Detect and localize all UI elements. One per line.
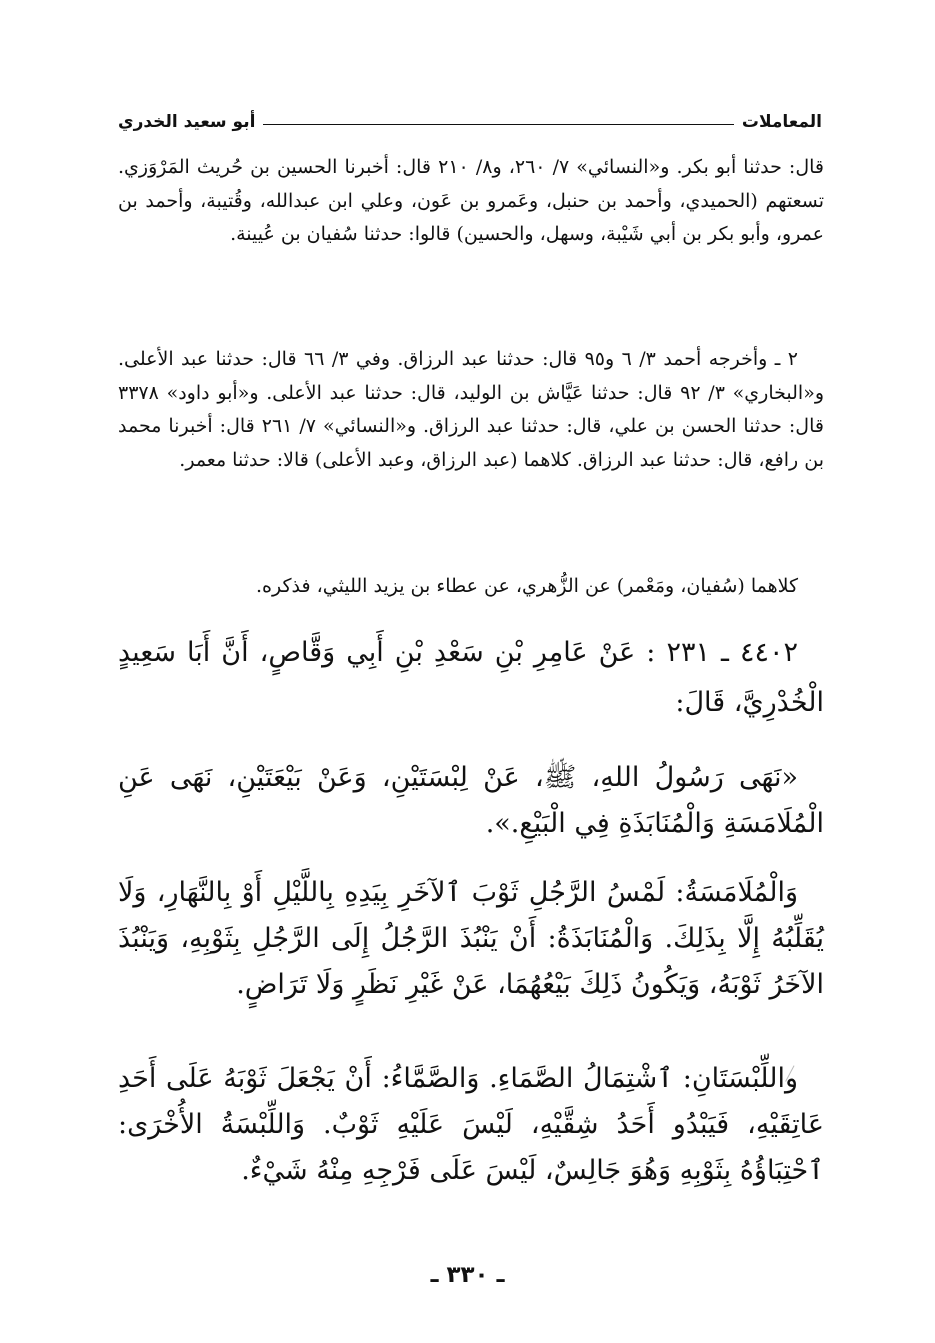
- hadith-number: ٤٤٠٢ ـ ٢٣١: [666, 637, 798, 668]
- hadith-heading: [118, 628, 824, 732]
- section-title: المعاملات: [741, 112, 822, 132]
- running-header: [118, 100, 822, 132]
- header-rule: [263, 124, 733, 125]
- page-number: ـ ٣٣٠ ـ: [430, 1262, 505, 1288]
- author-title: أبو سعيد الخدري: [118, 112, 256, 132]
- hadith-matn: «نَهَى رَسُولُ اللهِ، ﷺ، عَنْ لِبْسَتَيْنِ، وَعَنْ بَيْعَتَيْنِ، نَهَى عَنِ الْمُلَامَسَةِ وَالْمُنَابَذَةِ فِي الْبَيْعِ.».: [118, 762, 824, 839]
- hadith-isnad: : عَنْ عَامِرِ بْنِ سَعْدِ بْنِ أَبِي وَقَّاصٍ، أَنَّ أَبَا سَعِيدٍ الْخُدْرِيَّ، قَالَ:: [118, 637, 824, 718]
- footnote-paragraph-2: ٢ ـ وأخرجه أحمد ٣/ ٦ و٩٥ قال: حدثنا عبد الرزاق. وفي ٣/ ٦٦ قال: حدثنا عبد الأعلى. و«البخاري» ٣/ ٩٢ قال: حدثنا عَيَّاش بن الوليد، قال: حدثنا عبد الأعلى. و«أبو داود» ٣٣٧٨ قال: حدثنا الحسن بن علي، قال: حدثنا عبد الرزاق. و«النسائي» ٧/ ٢٦١ قال: أخبرنا محمد بن رافع، قال: حدثنا عبد الرزاق. كلاهما (عبد الرزاق، وعبد الأعلى) قالا: حدثنا معمر.: [118, 348, 824, 471]
- footnote-paragraph-3: كلاهما (سُفيان، ومَعْمر) عن الزُّهري، عن عطاء بن يزيد الليثي، فذكره.: [256, 575, 798, 597]
- footnote-paragraph-1: قال: حدثنا أبو بكر. و«النسائي» ٧/ ٢٦٠، و٨/ ٢١٠ قال: أخبرنا الحسين بن حُريث المَرْوَزي. تسعتهم (الحميدي، وأحمد بن حنبل، وعَمرو بن عَون، وعلي ابن عبدالله، وقُتيبة، وأحمد بن عمرو، وأبو بكر بن أبي شَيْبة، وسهل، والحسين) قالوا: حدثنا سُفيان بن عُيينة.: [118, 156, 824, 246]
- hadith-explanation-libstan: واللِّبْسَتَانِ: ٱشْتِمَالُ الصَّمَاءِ. وَالصَّمَّاءُ: أَنْ يَجْعَلَ ثَوْبَهُ عَلَى أَحَدِ عَاتِقَيْهِ، فَيَبْدُو أَحَدُ شِقَّيْهِ، لَيْسَ عَلَيْهِ ثَوْبٌ. وَاللِّبْسَةُ الأُخْرَى: ٱحْتِبَاؤُهُ بِثَوْبِهِ وَهُوَ جَالِسٌ، لَيْسَ عَلَى فَرْجِهِ مِنْهُ شَيْءٌ.: [118, 1063, 824, 1186]
- hadith-explanation-mulamasa: وَالْمُلَامَسَةُ: لَمْسُ الرَّجُلِ ثَوْبَ ٱلآخَرِ بِيَدِهِ بِاللَّيْلِ أَوْ بِالنَّهَارِ، وَلَا يُقَلِّبُهُ إِلَّا بِذَلِكَ. وَالْمُنَابَذَةُ: أَنْ يَنْبُذَ الرَّجُلُ إِلَى الرَّجُلِ بِثَوْبِهِ، وَيَنْبُذَ الآخَرُ ثَوْبَهُ، وَيَكُونُ ذَلِكَ بَيْعُهُمَا، عَنْ غَيْرِ نَظَرٍ وَلَا تَرَاضٍ.: [118, 877, 824, 1000]
